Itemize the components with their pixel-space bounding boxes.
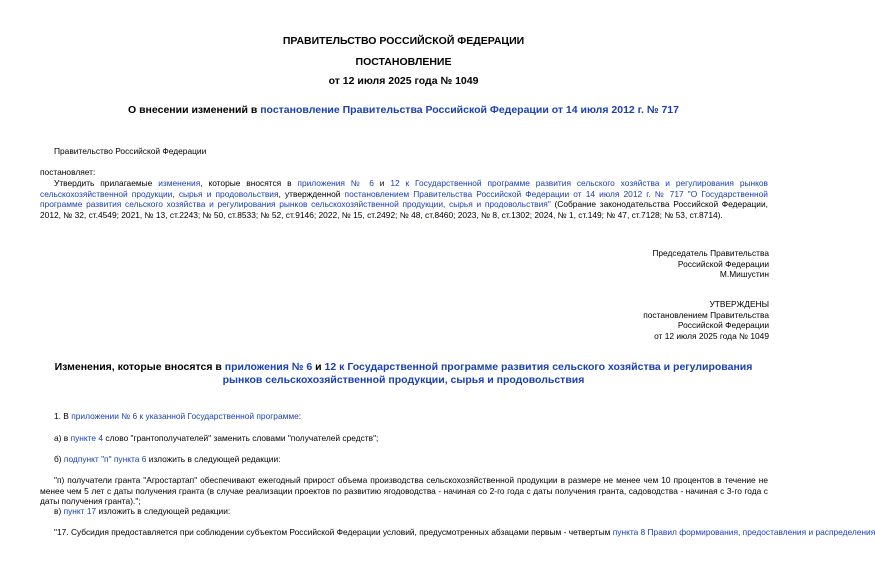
changes-title-link-6[interactable]: приложения № 6 bbox=[224, 361, 313, 373]
para1-link-appendix-12[interactable]: 12 к Государственной программе развития сельского хозяйства и регулирования рынков сельскохозяйственной продукции, сырья и продовольствия bbox=[40, 178, 768, 199]
item-1 bbox=[54, 411, 301, 422]
para1-link-decree-717[interactable]: постановлением Правительства Российской Федерации от 14 июля 2012 г. № 717 "О Государственной программе развития сельского хозяйства и регулирования рынков сельскохозяйственной продукции, сырья и продовольствия" bbox=[40, 188, 768, 210]
item-b bbox=[54, 454, 280, 465]
signature-block bbox=[652, 248, 769, 280]
para1-link-changes[interactable]: изменения bbox=[158, 178, 201, 188]
para1-text-4: , утвержденной bbox=[278, 188, 345, 199]
changes-title-link-12[interactable]: 12 к Государственной программе развития сельского хозяйства и регулирования рынков сельскохозяйственной продукции, сырья и продовольствия bbox=[222, 361, 753, 386]
item-a-text-2: слово "грантополучателей" заменить словами "получателей средств"; bbox=[103, 433, 379, 443]
item-a-text-1: а) в bbox=[54, 433, 71, 443]
approved-block bbox=[643, 299, 769, 341]
item-v-link[interactable]: пункт 17 bbox=[63, 506, 97, 516]
item-a bbox=[54, 433, 378, 444]
item-b-link[interactable]: подпункт "п" пункта 6 bbox=[63, 454, 147, 464]
changes-title-text-1: Изменения, которые вносятся в bbox=[54, 361, 225, 373]
changes-title-text-2: и bbox=[312, 361, 325, 373]
preamble-decree: постановляет: bbox=[40, 167, 96, 177]
quote-subitem-p: "п) получатели гранта "Агростартап" обеспечивают ежегодный прирост объема производства сельскохозяйственной продукции в размере не менее чем 10 процентов в течение не менее чем 5 лет с даты получения гранта (в случае реализации проектов по развитию ягодоводства - начиная со 2-го года с даты получения гранта, садоводства - начиная с 3-го года с даты получения гранта)."; bbox=[40, 475, 768, 507]
para1-text-3: и bbox=[373, 178, 391, 188]
item-b-text-1: б) bbox=[54, 454, 64, 464]
header-government: ПРАВИТЕЛЬСТВО РОССИЙСКОЙ ФЕДЕРАЦИИ bbox=[282, 35, 525, 47]
item-v-text-2: изложить в следующей редакции: bbox=[96, 506, 231, 516]
quote-17-link[interactable]: пункта 8 Правил формирования, предоставления и распределения bbox=[612, 527, 875, 537]
document-title bbox=[0, 104, 807, 117]
signature-name: М.Мишустин bbox=[719, 269, 769, 280]
item-v-text-1: в) bbox=[54, 506, 64, 516]
signature-position: Председатель Правительства bbox=[652, 248, 769, 258]
item-1-text-1: 1. В bbox=[54, 411, 72, 421]
approved-date: от 12 июля 2025 года № 1049 bbox=[654, 330, 769, 341]
signature-country: Российской Федерации bbox=[677, 258, 769, 269]
title-link[interactable]: постановление Правительства Российской Федерации от 14 июля 2012 г. № 717 bbox=[260, 104, 679, 116]
quote-17-text: "17. Субсидия предоставляется при соблюдении субъектом Российской Федерации условий, предусмотренных абзацами первым - четвертым bbox=[54, 527, 613, 537]
item-a-link[interactable]: пункте 4 bbox=[70, 433, 104, 443]
para1-text-1: Утвердить прилагаемые bbox=[54, 178, 159, 188]
para1-text-5: (Собрание законодательства Российской Федерации, 2012, № 32, ст.4549; 2021, № 13, ст.2243; № 50, ст.8533; № 52, ст.9146; 2022, № 15, ст.2492; № 48, ст.8460; 2023, № 8, ст.1302; 2024, № 1, ст.149; № 47, ст.7128; № 53, ст.8714). bbox=[40, 199, 768, 220]
approved-by: постановлением Правительства bbox=[643, 309, 769, 320]
header-doc-type: ПОСТАНОВЛЕНИЕ bbox=[355, 56, 452, 68]
para1-link-appendix-6[interactable]: приложения № 6 bbox=[297, 178, 374, 188]
quote-point-17 bbox=[54, 527, 875, 538]
preamble-government: Правительство Российской Федерации bbox=[54, 146, 207, 156]
item-1-link[interactable]: приложении № 6 к указанной Государственной программе bbox=[71, 411, 299, 421]
item-v bbox=[54, 506, 230, 517]
title-prefix: О внесении изменений в bbox=[128, 104, 261, 116]
paragraph-approve bbox=[40, 178, 768, 220]
approved-heading: УТВЕРЖДЕНЫ bbox=[709, 299, 769, 309]
item-b-text-2: изложить в следующей редакции: bbox=[146, 454, 281, 464]
header-date-number: от 12 июля 2025 года № 1049 bbox=[328, 75, 479, 87]
changes-title bbox=[38, 361, 769, 386]
approved-country: Российской Федерации bbox=[677, 320, 769, 331]
para1-text-2: , которые вносятся в bbox=[200, 178, 298, 188]
item-1-text-2: : bbox=[298, 411, 302, 421]
